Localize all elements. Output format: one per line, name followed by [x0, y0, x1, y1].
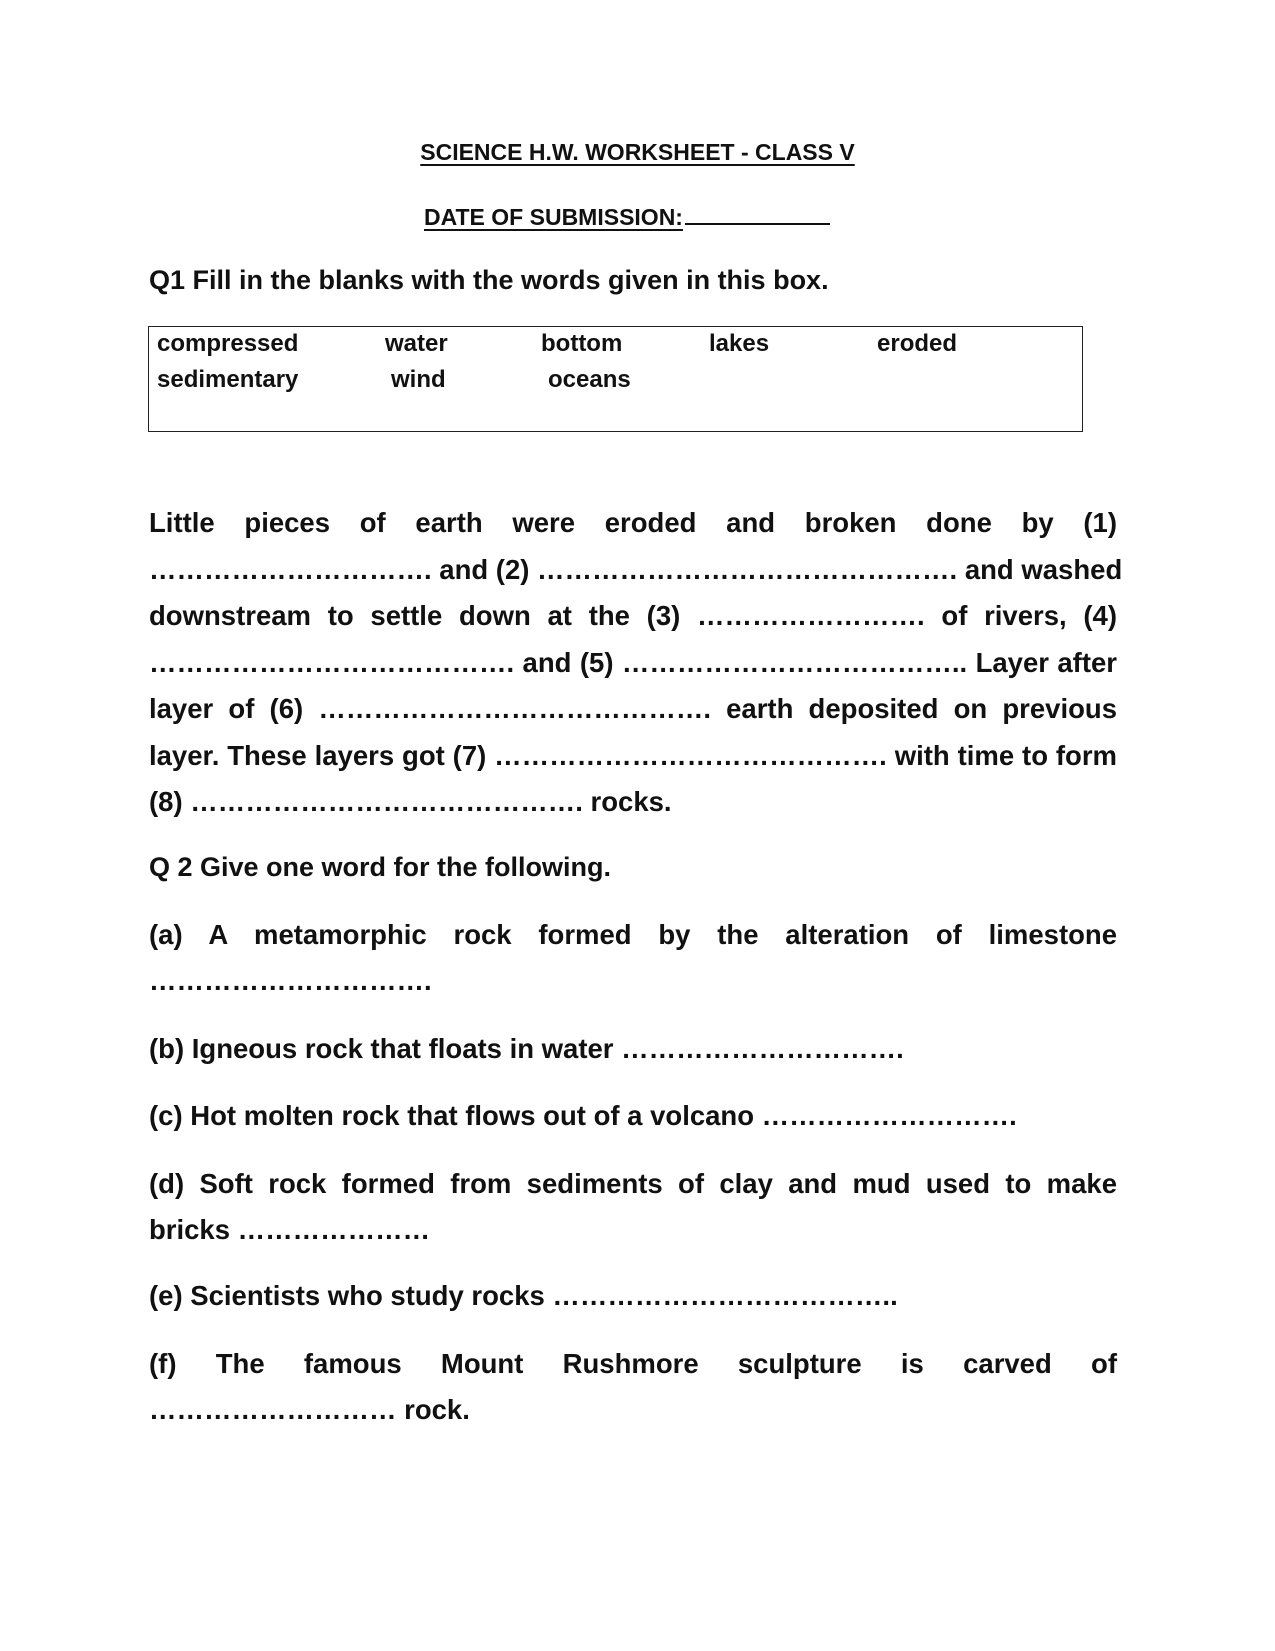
- paragraph-line: Little pieces of earth were eroded and broken done by (1): [149, 507, 1117, 538]
- item-f-line-1: (f) The famous Mount Rushmore sculpture is carved of: [149, 1348, 1117, 1379]
- date-of-submission: [424, 201, 830, 231]
- date-label: DATE OF SUBMISSION:: [424, 204, 683, 230]
- q1-heading: Q1 Fill in the blanks with the words given in this box.: [149, 265, 829, 295]
- q1-paragraph: [149, 500, 1123, 826]
- paragraph-line: …………………………………. and (5) ……………………………….. Layer after: [149, 646, 1117, 678]
- word-oceans: oceans: [548, 366, 631, 393]
- item-a-line-2: ………………………….: [149, 965, 432, 996]
- item-c-line: (c) Hot molten rock that flows out of a volcano ……………………….: [149, 1100, 1017, 1131]
- q2-item-e: [149, 1273, 1117, 1319]
- q2-item-c: [149, 1093, 1117, 1139]
- word-lakes: lakes: [709, 330, 770, 357]
- item-a-line-1: (a) A metamorphic rock formed by the alteration of limestone: [149, 919, 1117, 950]
- q2-item-f: [149, 1341, 1117, 1433]
- item-d-line-1: (d) Soft rock formed from sediments of clay and mud used to make: [149, 1168, 1117, 1199]
- q2-item-d: [149, 1161, 1117, 1253]
- paragraph-line: layer. These layers got (7) ……………………………………. with time to form: [149, 739, 1117, 771]
- item-d-line-2: bricks …………………: [149, 1214, 431, 1245]
- item-f-line-2: ……………………… rock.: [149, 1394, 470, 1425]
- word-water: water: [385, 330, 448, 357]
- paragraph-line: downstream to settle down at the (3) ……………………. of rivers, (4): [149, 600, 1117, 631]
- paragraph-line: (8) ……………………………………. rocks.: [149, 786, 672, 817]
- paragraph-line: …………………………. and (2) ………………………………………. and washed: [149, 553, 1123, 585]
- q2-item-b: [149, 1026, 1117, 1072]
- word-wind: wind: [391, 366, 446, 393]
- q2-heading: Q 2 Give one word for the following.: [149, 852, 612, 882]
- word-bottom: bottom: [541, 330, 623, 357]
- word-eroded: eroded: [877, 330, 958, 357]
- paragraph-line: layer of (6) ……………………………………. earth deposited on previous: [149, 693, 1117, 724]
- worksheet-title-text: SCIENCE H.W. WORKSHEET - CLASS V: [420, 139, 855, 165]
- item-e-line: (e) Scientists who study rocks ………………………………..: [149, 1280, 898, 1311]
- date-blank-line[interactable]: [685, 201, 830, 225]
- worksheet-title: [0, 138, 1275, 166]
- word-box: [148, 326, 1083, 432]
- q2-item-a: [149, 912, 1117, 1004]
- item-b-line: (b) Igneous rock that floats in water ………………………….: [149, 1033, 904, 1064]
- word-compressed: compressed: [157, 330, 299, 357]
- word-sedimentary: sedimentary: [157, 366, 299, 393]
